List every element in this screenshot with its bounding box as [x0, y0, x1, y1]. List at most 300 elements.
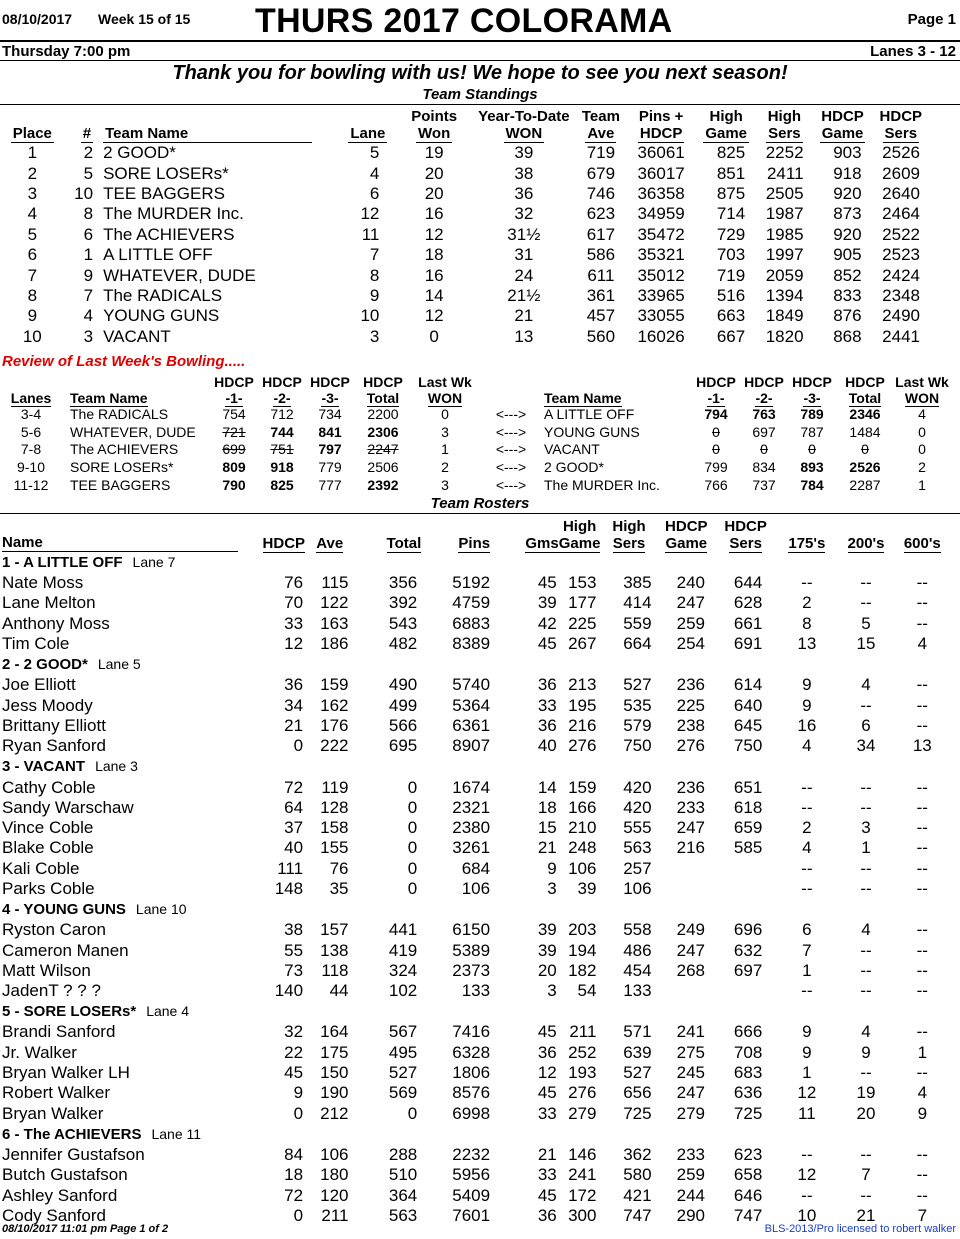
roster-count-175: 4 — [802, 736, 812, 756]
standings-hdcp-sers: 2640 — [882, 183, 920, 203]
standings-points-won: 16 — [424, 265, 444, 285]
roster-hdcp: 36 — [284, 675, 304, 695]
roster-player-name: Blake Coble — [2, 838, 94, 858]
review-a-score: 825 — [270, 476, 294, 493]
standings-high-sers: 2411 — [766, 163, 804, 183]
ros-col-175: 175's — [788, 535, 826, 552]
review-row — [0, 459, 950, 477]
roster-ave: 186 — [320, 634, 349, 654]
league-lanes: Lanes 3 - 12 — [870, 43, 956, 60]
col-team-ave: Ave — [587, 125, 615, 142]
ros-col-hs2: Sers — [612, 535, 646, 552]
footer-timestamp: 08/10/2017 11:01 pm Page 1 of 2 — [2, 1223, 169, 1235]
roster-count-200: -- — [860, 1063, 872, 1083]
roster-hdcp-game: 249 — [676, 920, 706, 940]
review-b-score: 766 — [704, 476, 728, 493]
standings-ytd-won: 21 — [514, 306, 534, 326]
roster-high-game: 211 — [569, 1022, 597, 1042]
roster-count-600: -- — [916, 838, 928, 858]
roster-player-row — [0, 634, 950, 654]
roster-hdcp: 111 — [277, 858, 304, 878]
standings-row — [0, 143, 930, 163]
roster-player-row — [0, 818, 950, 838]
roster-ave: 35 — [329, 879, 349, 898]
roster-hdcp-sers: 691 — [733, 634, 763, 654]
roster-count-200: 5 — [861, 613, 871, 633]
roster-high-sers: 558 — [623, 920, 652, 940]
roster-hdcp: 73 — [284, 960, 304, 980]
roster-high-sers: 527 — [623, 675, 652, 695]
roster-count-175: -- — [801, 777, 813, 797]
roster-gms: 36 — [537, 715, 557, 735]
standings-high-sers: 2252 — [765, 143, 804, 163]
roster-ave: 158 — [320, 818, 349, 838]
roster-hdcp: 0 — [293, 1103, 304, 1123]
roster-count-175: 11 — [798, 1103, 816, 1123]
roster-gms: 45 — [537, 634, 557, 654]
roster-team-cell — [0, 899, 950, 920]
review-vs-arrow: <---> — [495, 476, 527, 493]
standings-hdcp-game: 876 — [833, 306, 862, 326]
standings-high-game: 703 — [716, 245, 746, 265]
col-high: High — [709, 108, 743, 125]
roster-count-600: -- — [916, 573, 928, 593]
roster-hdcp-game: 241 — [676, 1022, 706, 1042]
roster-total: 569 — [388, 1083, 418, 1103]
roster-hdcp: 148 — [274, 879, 304, 898]
roster-total: 441 — [388, 920, 418, 940]
roster-ave: 157 — [320, 920, 349, 940]
roster-count-600: -- — [916, 981, 928, 1001]
roster-count-175: 6 — [802, 920, 812, 940]
standings-team-name: The RADICALS — [103, 285, 223, 305]
standings-ytd-won: 36 — [514, 183, 534, 203]
roster-gms: 9 — [547, 858, 557, 878]
rev-col-h2: HDCP — [262, 374, 302, 390]
roster-count-175: 1 — [802, 960, 812, 980]
standings-pins-hdcp: 35472 — [637, 224, 685, 244]
roster-ave: 106 — [320, 1144, 349, 1164]
roster-high-sers: 563 — [623, 838, 652, 858]
standings-team-number: 2 — [83, 143, 94, 163]
standings-hdcp-sers: 2523 — [882, 245, 920, 265]
roster-hdcp: 34 — [284, 695, 304, 715]
col-points: Points — [411, 108, 458, 125]
roster-gms: 45 — [537, 1185, 557, 1205]
standings-high-game: 714 — [716, 204, 746, 224]
roster-hdcp-sers: 666 — [733, 1022, 763, 1042]
standings-pins-hdcp: 35012 — [637, 265, 685, 285]
roster-count-600: -- — [916, 613, 928, 633]
roster-hdcp-sers: 585 — [733, 838, 763, 858]
roster-player-row — [0, 1043, 950, 1063]
roster-player-name: Nate Moss — [2, 573, 84, 593]
rev-col-htb: Total — [366, 390, 400, 406]
rev-col-htb-b: Total — [848, 390, 882, 406]
roster-gms: 33 — [537, 695, 557, 715]
review-b-won: 0 — [918, 423, 926, 440]
roster-gms: 39 — [537, 920, 557, 940]
review-a-score: 2306 — [367, 423, 399, 440]
roster-player-name: Brandi Sanford — [2, 1022, 116, 1042]
standings-points-won: 19 — [424, 143, 444, 163]
col-team: Team — [581, 108, 620, 125]
roster-hdcp-sers: 708 — [733, 1042, 763, 1062]
roster-team-title: 3 - VACANT — [2, 758, 86, 776]
roster-player-row — [0, 593, 950, 613]
roster-high-game: 177 — [568, 593, 597, 613]
standings-high-game: 825 — [716, 143, 746, 163]
review-b-score: 697 — [752, 423, 776, 440]
roster-count-175: 12 — [797, 1165, 817, 1185]
standings-lane: 8 — [369, 265, 380, 285]
roster-team-lane: Lane 7 — [132, 554, 176, 570]
roster-ave: 190 — [320, 1083, 349, 1103]
roster-gms: 21 — [537, 1144, 557, 1164]
roster-team-header — [0, 552, 950, 573]
roster-player-row — [0, 716, 950, 736]
roster-high-sers: 454 — [623, 960, 652, 980]
standings-ytd-won: 32 — [514, 204, 534, 224]
roster-total: 563 — [388, 1205, 418, 1225]
roster-player-name: Ashley Sanford — [2, 1185, 118, 1205]
roster-hdcp-game: 247 — [676, 818, 706, 838]
roster-high-game: 195 — [568, 695, 597, 715]
roster-hdcp-sers: 644 — [733, 573, 763, 593]
review-team-a: SORE LOSERs* — [70, 459, 174, 476]
standings-hdcp-sers: 2522 — [882, 224, 920, 244]
roster-high-sers: 580 — [623, 1165, 652, 1185]
standings-high-game: 719 — [716, 265, 746, 285]
roster-team-header — [0, 1124, 950, 1145]
roster-high-sers: 579 — [623, 715, 652, 735]
roster-count-200: -- — [860, 858, 872, 878]
roster-team-lane: Lane 5 — [97, 656, 141, 673]
review-a-won: 3 — [441, 423, 449, 440]
review-b-score: 0 — [861, 441, 869, 458]
standings-hdcp-game: 903 — [833, 143, 862, 163]
standings-lane: 4 — [369, 163, 380, 183]
roster-hdcp-game: 225 — [676, 695, 706, 715]
rev-col-h1b-b: -1- — [707, 390, 725, 406]
ros-col-hdg2: Game — [665, 535, 708, 552]
standings-hdcp-game: 868 — [833, 326, 862, 346]
roster-count-200: -- — [860, 573, 872, 593]
standings-hdcp-sers: 2348 — [882, 285, 920, 305]
review-vs-arrow: <---> — [495, 441, 527, 458]
ros-col-hs: High — [612, 518, 646, 535]
roster-count-175: 13 — [797, 634, 817, 654]
col-pins-hdcp: HDCP — [639, 125, 683, 142]
review-a-score: 734 — [318, 406, 342, 423]
roster-hdcp: 37 — [284, 818, 304, 838]
roster-count-175: 4 — [802, 838, 812, 858]
roster-hdcp-sers: 628 — [733, 593, 763, 613]
roster-gms: 3 — [547, 981, 557, 1001]
roster-team-header — [0, 654, 950, 675]
roster-count-600: -- — [916, 818, 928, 838]
roster-player-row — [0, 859, 950, 879]
review-a-score: 797 — [318, 441, 342, 458]
roster-high-game: 252 — [568, 1042, 597, 1062]
week-label: Week 15 of 15 — [98, 11, 191, 27]
standings-row — [0, 306, 930, 326]
roster-hdcp: 72 — [284, 777, 304, 797]
roster-hdcp-game: 247 — [676, 1083, 706, 1103]
standings-pins-hdcp: 36017 — [637, 163, 685, 183]
roster-ave: 44 — [329, 981, 349, 1001]
standings-place: 8 — [27, 285, 38, 305]
roster-pins: 2232 — [452, 1144, 491, 1164]
standings-team-ave: 617 — [586, 224, 616, 244]
review-b-score: 1484 — [849, 423, 881, 440]
roster-gms: 33 — [537, 1103, 557, 1123]
roster-player-name: JadenT ? ? ? — [2, 981, 101, 1001]
roster-hdcp-sers: 614 — [733, 675, 763, 695]
col-hdcp-sers: Sers — [884, 125, 918, 142]
standings-high-sers: 1985 — [765, 224, 804, 244]
col-ytd-won: WON — [505, 125, 543, 142]
roster-count-200: 1 — [861, 838, 871, 858]
roster-hdcp-game: 236 — [676, 777, 706, 797]
roster-count-600: -- — [916, 940, 928, 960]
roster-count-600: -- — [916, 960, 928, 980]
review-a-score: 2200 — [367, 406, 399, 423]
roster-high-game: 216 — [568, 715, 597, 735]
standings-lane: 7 — [369, 245, 380, 265]
roster-count-200: 7 — [861, 1165, 871, 1185]
standings-place: 3 — [27, 183, 38, 203]
roster-ave: 76 — [329, 858, 349, 878]
rev-col-h3-b: HDCP — [792, 374, 832, 390]
roster-count-200: 20 — [856, 1103, 876, 1123]
roster-player-name: Sandy Warschaw — [2, 797, 134, 817]
standings-team-name: A LITTLE OFF — [103, 245, 213, 265]
rev-col-lwb-b: WON — [904, 390, 940, 406]
review-row — [0, 406, 950, 424]
standings-team-ave: 457 — [586, 306, 616, 326]
roster-total: 324 — [388, 960, 418, 980]
roster-total: 0 — [407, 838, 418, 858]
roster-ave: 159 — [320, 675, 349, 695]
roster-high-sers: 750 — [623, 736, 652, 756]
standings-row — [0, 225, 930, 245]
roster-hdcp: 76 — [284, 573, 304, 593]
standings-team-number: 8 — [83, 204, 94, 224]
roster-high-game: 276 — [568, 736, 597, 756]
roster-count-175: 9 — [802, 1022, 812, 1042]
rosters-table — [0, 515, 950, 1226]
roster-hdcp-sers: 750 — [733, 736, 763, 756]
roster-ave: 211 — [321, 1205, 349, 1225]
roster-count-175: -- — [801, 797, 813, 817]
roster-player-row — [0, 920, 950, 940]
standings-place: 6 — [27, 245, 38, 265]
col-lane: Lane — [350, 125, 386, 142]
standings-high-sers: 2059 — [765, 265, 804, 285]
roster-hdcp: 45 — [284, 1063, 304, 1083]
standings-row — [0, 163, 930, 183]
roster-count-175: -- — [801, 1185, 813, 1205]
report-date: 08/10/2017 — [2, 11, 73, 27]
review-a-score: 777 — [318, 476, 342, 493]
roster-count-600: -- — [916, 1165, 928, 1185]
roster-player-row — [0, 961, 950, 981]
standings-lane: 3 — [369, 326, 380, 346]
roster-hdcp-sers: 645 — [733, 715, 763, 735]
roster-count-200: -- — [860, 797, 872, 817]
ros-col-hdg: HDCP — [665, 518, 708, 535]
roster-team-title: 6 - The ACHIEVERS — [2, 1125, 142, 1143]
standings-high-game: 851 — [716, 163, 746, 183]
roster-player-name: Matt Wilson — [2, 960, 91, 980]
roster-hdcp-sers: 632 — [733, 940, 763, 960]
page-title: THURS 2017 COLORAMA — [255, 2, 673, 40]
roster-player-row — [0, 879, 950, 899]
roster-high-game: 106 — [568, 858, 597, 878]
roster-team-lane: Lane 11 — [151, 1125, 202, 1142]
roster-hdcp-sers — [715, 981, 776, 1001]
rev-col-h1b: -1- — [225, 390, 243, 406]
roster-count-200: -- — [860, 879, 872, 898]
review-b-score: 794 — [704, 406, 728, 423]
roster-gms: 33 — [537, 1165, 557, 1185]
col-hdcp-s: HDCP — [879, 108, 923, 125]
roster-hdcp: 22 — [284, 1042, 304, 1062]
rev-col-h2b: -2- — [273, 390, 291, 406]
footer-license: BLS-2013/Pro licensed to robert walker — [764, 1223, 956, 1235]
roster-player-name: Ryston Caron — [2, 920, 106, 940]
standings-team-ave: 679 — [586, 163, 616, 183]
roster-count-175: 1 — [802, 1063, 812, 1083]
roster-high-game: 300 — [568, 1205, 597, 1225]
roster-high-game: 276 — [568, 1083, 597, 1103]
standings-hdcp-game: 833 — [833, 285, 862, 305]
roster-hdcp-game: 259 — [676, 613, 706, 633]
review-team-b: YOUNG GUNS — [544, 423, 640, 440]
col-place: Place — [12, 125, 52, 142]
roster-hdcp: 64 — [284, 797, 304, 817]
roster-player-name: Bryan Walker LH — [2, 1063, 130, 1083]
review-a-score: 2506 — [367, 459, 399, 476]
roster-team-cell — [0, 756, 950, 777]
roster-ave: 176 — [320, 715, 349, 735]
standings-team-number: 7 — [83, 285, 94, 305]
roster-high-sers: 385 — [623, 573, 652, 593]
standings-pins-hdcp: 36061 — [637, 143, 685, 163]
rev-col-h3: HDCP — [310, 374, 350, 390]
roster-team-cell — [0, 1124, 950, 1145]
roster-gms: 39 — [537, 593, 557, 613]
rev-col-ht-b: HDCP — [845, 374, 885, 390]
roster-high-game: 159 — [568, 777, 597, 797]
standings-team-ave: 746 — [586, 183, 616, 203]
review-b-won: 2 — [918, 459, 926, 476]
roster-count-175: -- — [801, 1144, 813, 1164]
roster-player-name: Parks Coble — [2, 879, 95, 898]
roster-high-sers: 133 — [623, 981, 652, 1001]
roster-gms: 45 — [537, 573, 557, 593]
review-b-won: 4 — [918, 406, 926, 423]
roster-player-row — [0, 1063, 950, 1083]
roster-gms: 36 — [537, 1205, 557, 1225]
roster-count-200: 15 — [856, 634, 876, 654]
review-a-score: 809 — [222, 459, 246, 476]
roster-hdcp-game: 238 — [676, 715, 706, 735]
review-b-score: 799 — [704, 459, 728, 476]
roster-ave: 120 — [320, 1185, 349, 1205]
roster-player-name: Robert Walker — [2, 1083, 111, 1103]
roster-pins: 2373 — [452, 960, 491, 980]
roster-hdcp-sers: 725 — [733, 1103, 763, 1123]
roster-hdcp-sers: 661 — [733, 613, 763, 633]
roster-count-200: -- — [860, 695, 872, 715]
standings-pins-hdcp: 33965 — [637, 285, 685, 305]
roster-player-name: Joe Elliott — [2, 675, 76, 695]
standings-table — [0, 107, 930, 347]
roster-count-600: 9 — [917, 1103, 928, 1123]
standings-hdcp-sers: 2441 — [882, 326, 920, 346]
roster-ave: 164 — [320, 1022, 349, 1042]
review-team-b: A LITTLE OFF — [544, 406, 635, 423]
review-vs-arrow: <---> — [495, 423, 527, 440]
review-team-a: TEE BAGGERS — [70, 476, 171, 493]
roster-player-row — [0, 940, 950, 960]
review-a-won: 3 — [441, 476, 449, 493]
standings-lane: 9 — [369, 285, 380, 305]
roster-count-175: 7 — [802, 940, 812, 960]
review-a-score: 790 — [222, 476, 246, 493]
roster-total: 0 — [407, 858, 418, 878]
roster-count-200: 4 — [861, 675, 871, 695]
review-team-b: 2 GOOD* — [544, 459, 604, 476]
review-b-score: 893 — [800, 459, 824, 476]
standings-team-number: 9 — [83, 265, 94, 285]
rosters-title: Team Rosters — [430, 495, 530, 512]
roster-high-sers: 421 — [623, 1185, 652, 1205]
roster-player-row — [0, 675, 950, 695]
standings-hdcp-game: 920 — [833, 183, 862, 203]
page-number: Page 1 — [907, 11, 956, 28]
standings-hdcp-game: 918 — [833, 163, 862, 183]
ros-col-hds2: Sers — [729, 535, 762, 552]
roster-count-200: -- — [860, 1144, 872, 1164]
roster-player-row — [0, 798, 950, 818]
roster-high-game: 225 — [568, 613, 597, 633]
roster-count-600: 7 — [917, 1205, 928, 1225]
standings-lane: 12 — [360, 204, 380, 224]
col-team-name: Team Name — [103, 125, 312, 143]
rev-col-team: Team Name — [70, 390, 148, 406]
roster-total: 364 — [388, 1185, 418, 1205]
roster-high-sers: 571 — [623, 1022, 652, 1042]
review-a-score: 2247 — [367, 441, 399, 458]
standings-place: 10 — [22, 326, 42, 346]
standings-points-won: 18 — [424, 245, 444, 265]
roster-pins: 6998 — [452, 1103, 491, 1123]
ros-col-pins: Pins — [458, 535, 491, 552]
review-b-score: 787 — [800, 423, 824, 440]
roster-player-row — [0, 736, 950, 756]
roster-hdcp-game: 268 — [676, 960, 706, 980]
rev-col-h1: HDCP — [214, 374, 254, 390]
roster-ave: 175 — [320, 1042, 349, 1062]
roster-count-600: -- — [916, 858, 928, 878]
roster-total: 0 — [407, 1103, 418, 1123]
roster-player-name: Kali Coble — [2, 858, 80, 878]
rev-col-h3b-b: -3- — [803, 390, 821, 406]
roster-hdcp-game: 279 — [676, 1103, 706, 1123]
